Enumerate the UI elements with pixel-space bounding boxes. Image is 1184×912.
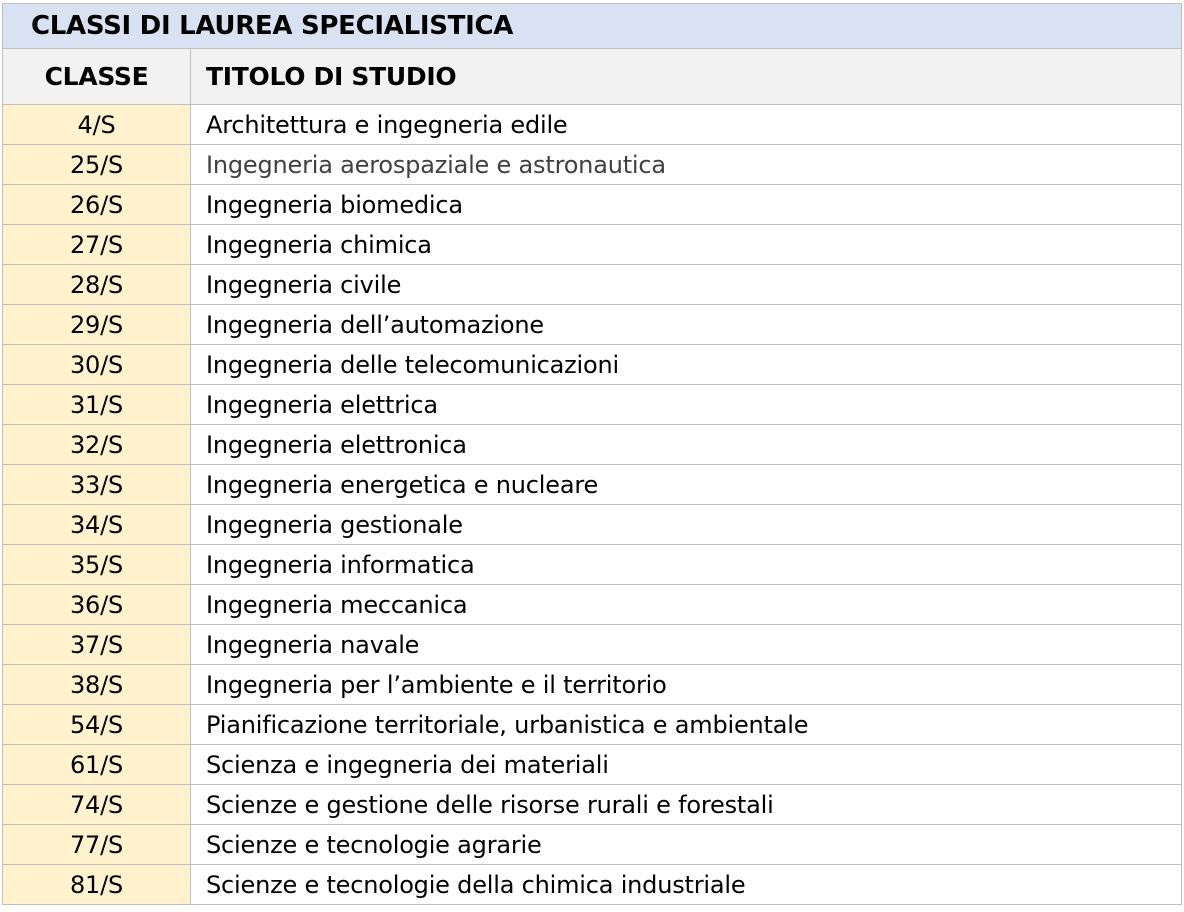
cell-classe: 54/S bbox=[3, 705, 191, 745]
table-row bbox=[3, 185, 1182, 225]
table-row bbox=[3, 545, 1182, 585]
cell-titolo: Ingegneria delle telecomunicazioni bbox=[191, 345, 1182, 385]
cell-titolo: Ingegneria navale bbox=[191, 625, 1182, 665]
cell-titolo: Ingegneria elettronica bbox=[191, 425, 1182, 465]
cell-classe: 4/S bbox=[3, 105, 191, 145]
table-row bbox=[3, 745, 1182, 785]
cell-classe: 27/S bbox=[3, 225, 191, 265]
cell-classe: 34/S bbox=[3, 505, 191, 545]
cell-classe: 31/S bbox=[3, 385, 191, 425]
cell-classe: 37/S bbox=[3, 625, 191, 665]
cell-titolo: Scienza e ingegneria dei materiali bbox=[191, 745, 1182, 785]
cell-titolo: Pianificazione territoriale, urbanistica e ambientale bbox=[191, 705, 1182, 745]
cell-titolo: Ingegneria gestionale bbox=[191, 505, 1182, 545]
degree-classes-table bbox=[2, 3, 1182, 905]
cell-classe: 74/S bbox=[3, 785, 191, 825]
cell-titolo: Ingegneria biomedica bbox=[191, 185, 1182, 225]
cell-titolo: Ingegneria elettrica bbox=[191, 385, 1182, 425]
cell-titolo: Ingegneria civile bbox=[191, 265, 1182, 305]
cell-classe: 36/S bbox=[3, 585, 191, 625]
cell-classe: 28/S bbox=[3, 265, 191, 305]
cell-titolo: Architettura e ingegneria edile bbox=[191, 105, 1182, 145]
table-row bbox=[3, 825, 1182, 865]
table-row bbox=[3, 465, 1182, 505]
cell-classe: 25/S bbox=[3, 145, 191, 185]
cell-titolo: Ingegneria chimica bbox=[191, 225, 1182, 265]
table-row bbox=[3, 665, 1182, 705]
table-row bbox=[3, 145, 1182, 185]
cell-titolo: Ingegneria meccanica bbox=[191, 585, 1182, 625]
table-row bbox=[3, 705, 1182, 745]
table-row bbox=[3, 425, 1182, 465]
cell-classe: 30/S bbox=[3, 345, 191, 385]
cell-classe: 81/S bbox=[3, 865, 191, 905]
cell-titolo: Ingegneria per l’ambiente e il territorio bbox=[191, 665, 1182, 705]
table-body bbox=[3, 105, 1182, 905]
cell-classe: 38/S bbox=[3, 665, 191, 705]
cell-titolo: Scienze e tecnologie della chimica industriale bbox=[191, 865, 1182, 905]
table-row bbox=[3, 265, 1182, 305]
table-title-row bbox=[3, 4, 1182, 49]
cell-classe: 35/S bbox=[3, 545, 191, 585]
cell-titolo: Scienze e tecnologie agrarie bbox=[191, 825, 1182, 865]
table-header-row bbox=[3, 49, 1182, 105]
cell-classe: 61/S bbox=[3, 745, 191, 785]
cell-classe: 26/S bbox=[3, 185, 191, 225]
cell-titolo: Scienze e gestione delle risorse rurali e forestali bbox=[191, 785, 1182, 825]
table-row bbox=[3, 585, 1182, 625]
cell-titolo: Ingegneria dell’automazione bbox=[191, 305, 1182, 345]
table-row bbox=[3, 105, 1182, 145]
cell-titolo: Ingegneria energetica e nucleare bbox=[191, 465, 1182, 505]
cell-titolo: Ingegneria aerospaziale e astronautica bbox=[191, 145, 1182, 185]
cell-classe: 77/S bbox=[3, 825, 191, 865]
table-title: CLASSI DI LAUREA SPECIALISTICA bbox=[3, 4, 1182, 49]
table-row bbox=[3, 625, 1182, 665]
table-row bbox=[3, 225, 1182, 265]
header-titolo: TITOLO DI STUDIO bbox=[191, 49, 1182, 105]
table-row bbox=[3, 305, 1182, 345]
table-row bbox=[3, 345, 1182, 385]
header-classe: CLASSE bbox=[3, 49, 191, 105]
table-row bbox=[3, 785, 1182, 825]
table-row bbox=[3, 865, 1182, 905]
cell-titolo: Ingegneria informatica bbox=[191, 545, 1182, 585]
table-row bbox=[3, 385, 1182, 425]
cell-classe: 29/S bbox=[3, 305, 191, 345]
table-row bbox=[3, 505, 1182, 545]
cell-classe: 32/S bbox=[3, 425, 191, 465]
document-page bbox=[2, 3, 1181, 905]
cell-classe: 33/S bbox=[3, 465, 191, 505]
